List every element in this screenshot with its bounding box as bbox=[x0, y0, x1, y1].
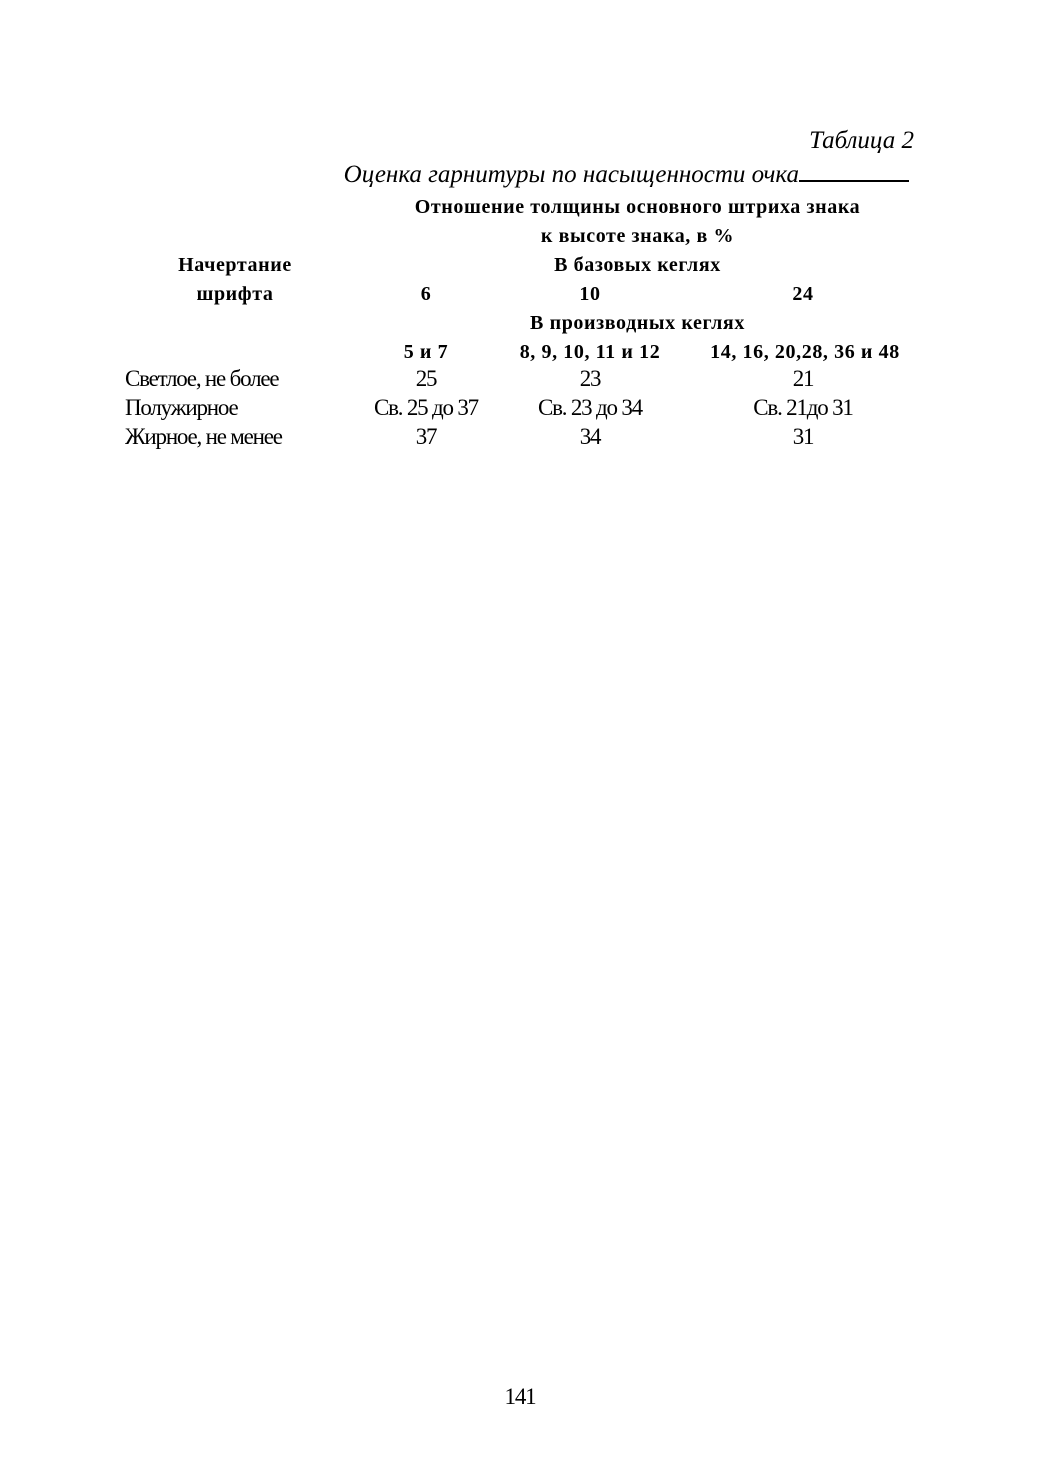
row-value: Св. 23 до 34 bbox=[537, 395, 642, 420]
row-style: Светлое, не более bbox=[125, 366, 279, 391]
style-header-line1: Начертание bbox=[178, 254, 292, 276]
row-value: 21 bbox=[792, 366, 814, 391]
table-title: Оценка гарнитуры по насыщенности очка bbox=[343, 161, 799, 188]
row-value: 25 bbox=[415, 366, 437, 391]
ratio-header-line2: к высоте знака, в % bbox=[540, 225, 735, 247]
base-size-col3: 24 bbox=[792, 283, 814, 305]
row-value: 31 bbox=[792, 424, 814, 449]
page-number: 141 bbox=[504, 1384, 536, 1409]
base-size-col1: 6 bbox=[420, 283, 432, 305]
row-style: Полужирное bbox=[125, 395, 238, 420]
row-value: 23 bbox=[579, 366, 601, 391]
title-underline bbox=[799, 160, 909, 182]
table-label: Таблица 2 bbox=[809, 127, 914, 154]
base-sizes-label: В базовых кеглях bbox=[554, 254, 721, 276]
row-value: Св. 25 до 37 bbox=[373, 395, 478, 420]
row-value: 37 bbox=[415, 424, 437, 449]
derived-sizes-label: В производных кеглях bbox=[530, 312, 745, 334]
row-value: 34 bbox=[579, 424, 601, 449]
base-size-col2: 10 bbox=[579, 283, 601, 305]
derived-size-col1: 5 и 7 bbox=[403, 341, 449, 363]
derived-size-col2: 8, 9, 10, 11 и 12 bbox=[519, 341, 661, 363]
table-title-line bbox=[344, 160, 909, 189]
derived-size-col3: 14, 16, 20,28, 36 и 48 bbox=[710, 341, 900, 363]
ratio-header-line1: Отношение толщины основного штриха знака bbox=[414, 196, 861, 218]
row-style: Жирное, не менее bbox=[125, 424, 282, 449]
row-value: Св. 21до 31 bbox=[753, 395, 853, 420]
style-header-line2: шрифта bbox=[196, 283, 274, 305]
